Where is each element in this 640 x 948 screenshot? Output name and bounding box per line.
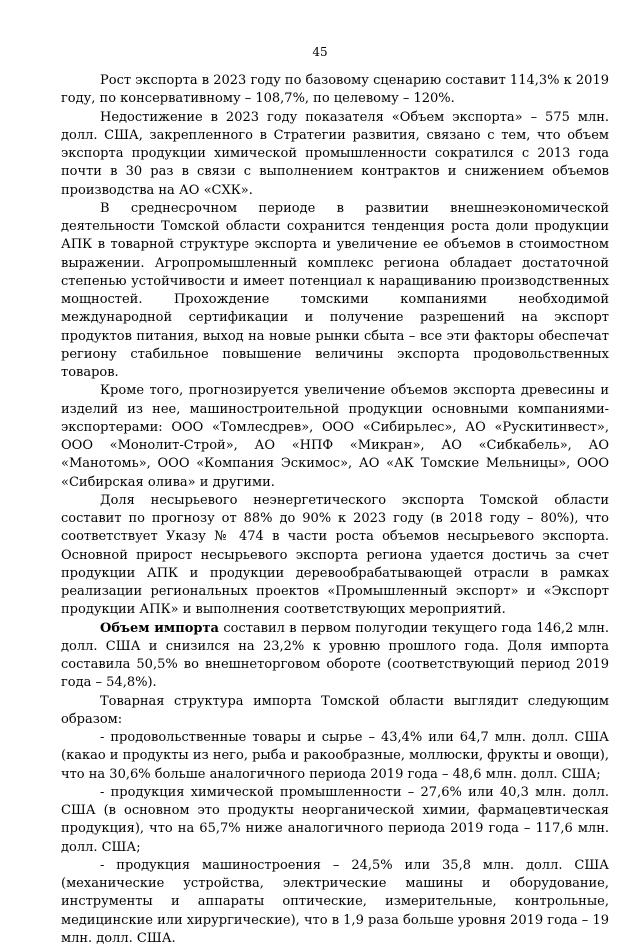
import-volume-heading: Объем импорта [100,620,219,636]
list-item-chemical-products: - продукция химической промышленности – 27,6% или 40,3 млн. долл. США (в основном это продукты неорганической химии, фармацевтическая продукция), что на 65,7% ниже аналогичного периода 2019 года – 117,6 млн. долл. США; [61,784,609,855]
paragraph-non-resource-export: Доля несырьевого неэнергетического экспорта Томской области составит по прогнозу от 88% до 90% к 2023 году (в 2018 году – 80%), что соответствует Указу № 474 в части роста объемов несырьевого экспорта. Основной прирост несырьевого экспорта региона удается достичь за счет продукции АПК и продукции деревообрабатывающей отрасли в рамках реализации региональных проектов «Промышленный экспорт» и «Экспорт продукции АПК» и выполнения соответствующих мероприятий. [61,492,609,618]
paragraph-agro-export: В среднесрочном периоде в развитии внешнеэкономической деятельности Томской области сохранится тенденция роста доли продукции АПК в товарной структуре экспорта и увеличение ее объемов в стоимостном выражении. Агропромышленный комплекс региона обладает достаточной степенью устойчивости и имеет потенциал к наращиванию производственных мощностей. Прохождение томскими компаниями необходимой международной сертификации и получение разрешений на экспорт продуктов питания, выход на новые рынки сбыта – все эти факторы обеспечат региону стабильное повышение величины экспорта продовольственных товаров. [61,200,609,380]
list-item-machinery-products: - продукция машиностроения – 24,5% или 35,8 млн. долл. США (механические устройства, электрические машины и оборудование, инструменты и аппараты оптические, измерительные, контрольные, медицинские или хирургические), что в 1,9 раза больше уровня 2019 года – 19 млн. долл. США. [61,857,609,946]
paragraph-import-structure-intro: Товарная структура импорта Томской области выглядит следующим образом: [61,693,609,727]
document-body [61,72,609,948]
paragraph-timber-machinery-export: Кроме того, прогнозируется увеличение объемов экспорта древесины и изделий из нее, машиностроительной продукции основными компаниями-экспортерами: ООО «Томлесдрев», ООО «Сибирьлес», АО «Рускитинвест», ООО «Монолит-Строй», АО «НПФ «Микран», АО «Сибкабель», АО «Манотомь», ООО «Компания Эскимос», АО «АК Томские Мельницы», ООО «Сибирская олива» и другими. [61,383,609,490]
paragraph-export-growth: Рост экспорта в 2023 году по базовому сценарию составит 114,3% к 2019 году, по консервативному – 108,7%, по целевому – 120%. [61,73,609,107]
paragraph-export-target-shortfall: Недостижение в 2023 году показателя «Объем экспорта» – 575 млн. долл. США, закрепленного в Стратегии развития, связано с тем, что объем экспорта продукции химической промышленности сократился с 2013 года почти в 30 раз в связи с выполнением контрактов и снижением объемов производства на АО «СХК». [61,109,609,198]
list-item-food-products: - продовольственные товары и сырье – 43,4% или 64,7 млн. долл. США (какао и продукты из него, рыба и ракообразные, моллюски, фрукты и овощи), что на 30,6% больше аналогичного периода 2019 года – 48,6 млн. долл. США; [61,730,609,782]
page-number: 45 [312,45,328,59]
import-volume-text: составил в первом полугодии текущего года 146,2 млн. долл. США и снизился на 23,2% к уровню прошлого года. Доля импорта составила 50,5% во внешнеторговом обороте (соответствующий период 2019 года – 54,8%). [61,620,609,691]
paragraph-import-volume [61,620,609,693]
